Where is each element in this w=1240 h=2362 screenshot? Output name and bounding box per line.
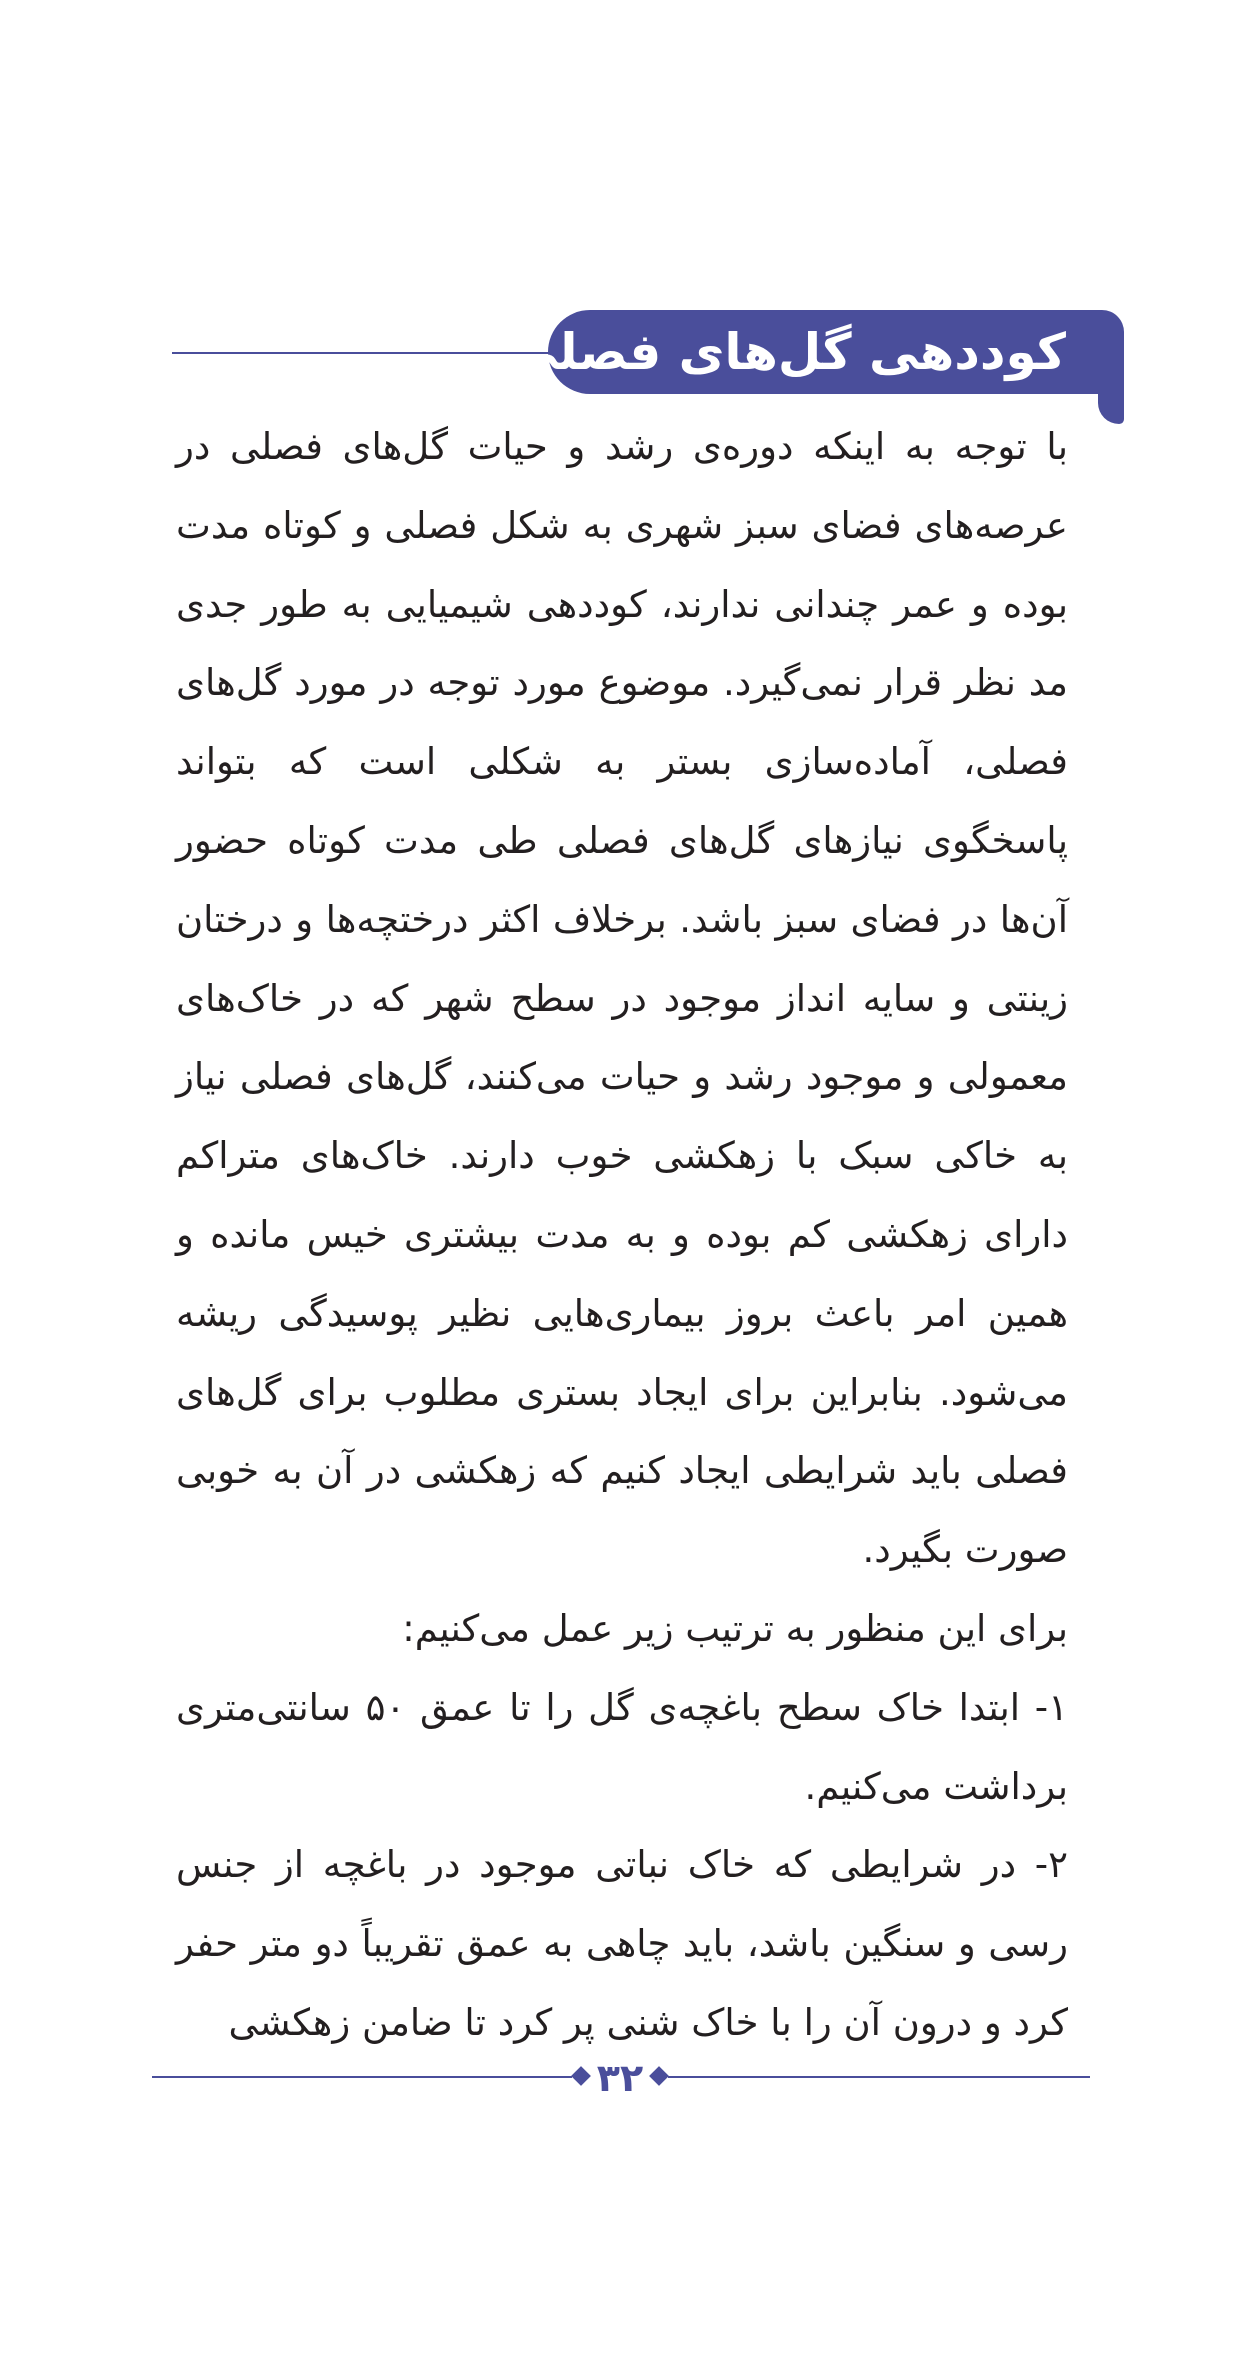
body-text xyxy=(176,408,1068,2063)
footer-rule-right xyxy=(668,2076,1090,2078)
diamond-ornament-icon xyxy=(571,2066,591,2086)
body-paragraph-intro: با توجه به اینکه دوره‌ی رشد و حیات گل‌های فصلی در عرصه‌های فضای سبز شهری به شکل فصلی و کوتاه مدت بوده و عمر چندانی ندارند، کوددهی شیمیایی به طور جدی مد نظر قرار نمی‌گیرد. موضوع مورد توجه در مورد گل‌های فصلی، آماده‌سازی بستر به شکلی است که بتواند پاسخگوی نیازهای گل‌های فصلی طی مدت کوتاه حضور آن‌ها در فضای سبز باشد. برخلاف اکثر درختچه‌ها و درختان زینتی و سایه انداز موجود در سطح شهر که در خاک‌های معمولی و موجود رشد و حیات می‌کنند، گل‌های فصلی نیاز به خاکی سبک با زهکشی خوب دارند. خاک‌های متراکم دارای زهکشی کم بوده و به مدت بیشتری خیس مانده و همین امر باعث بروز بیماری‌هایی نظیر پوسیدگی ریشه می‌شود. بنابراین برای ایجاد بستری مطلوب برای گل‌های فصلی باید شرایطی ایجاد کنیم که زهکشی در آن به خوبی صورت بگیرد. xyxy=(176,425,1068,1572)
section-title-banner xyxy=(488,310,1124,394)
body-paragraph-step-1: ۱- ابتدا خاک سطح باغچه‌ی گل را تا عمق ۵۰ سانتی‌متری برداشت می‌کنیم. xyxy=(176,1685,1068,1808)
footer-rule-left xyxy=(152,2076,572,2078)
body-paragraph-method: برای این منظور به ترتیب زیر عمل می‌کنیم: xyxy=(402,1606,1068,1650)
diamond-ornament-icon xyxy=(649,2066,669,2086)
section-title: کوددهی گل‌های فصلی: xyxy=(488,323,1066,381)
body-paragraph-step-2: ۲- در شرایطی که خاک نباتی موجود در باغچه از جنس رسی و سنگین باشد، باید چاهی به عمق تقریباً دو متر حفر کرد و درون آن را با خاک شنی پر کرد تا ضامن زهکشی xyxy=(176,1843,1068,2044)
page-number: ۳۲ xyxy=(596,2056,644,2100)
